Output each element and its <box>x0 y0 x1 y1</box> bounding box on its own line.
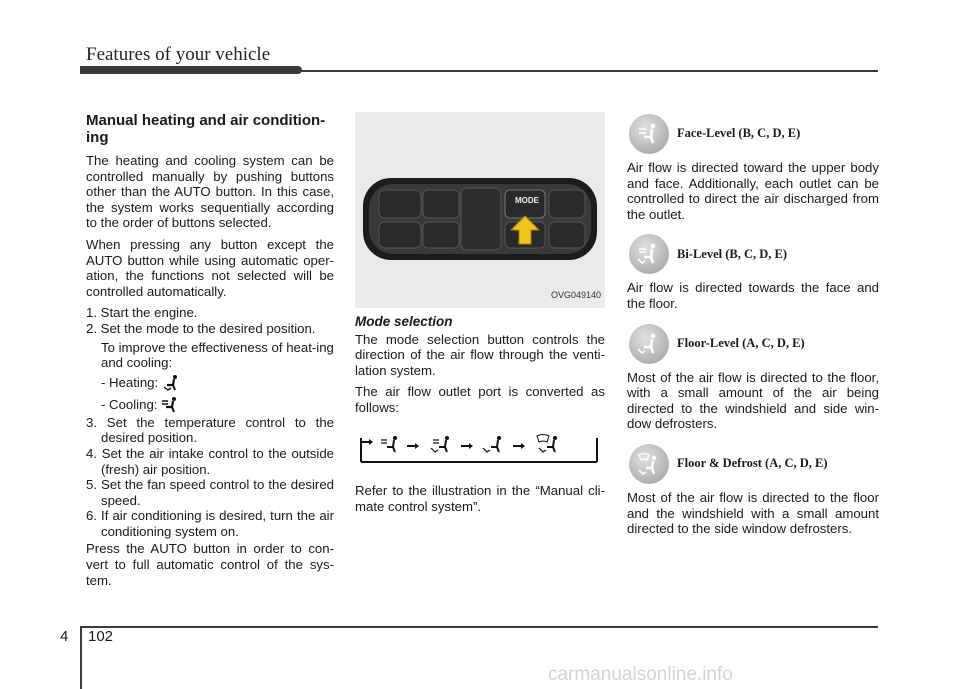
column-right <box>627 112 879 547</box>
flow-face-icon <box>381 436 397 452</box>
heating-label: - Heating: <box>101 374 159 390</box>
step-2: 2. Set the mode to the desired position. <box>86 320 316 336</box>
flow-floor-defrost-icon <box>537 434 557 452</box>
column-middle <box>355 112 605 520</box>
chapter-number: 4 <box>60 628 69 645</box>
cooling-row <box>101 395 334 415</box>
step-1: 1. Start the engine. <box>86 305 198 321</box>
mode-paragraph-3: Refer to the illustration in the “Manual cli-mate control system”. <box>355 483 605 514</box>
step-2-note: To improve the effectiveness of heat-ing and cooling: <box>101 339 334 371</box>
watermark: carmanualsonline.info <box>548 664 733 685</box>
column-left <box>86 112 334 594</box>
header-rule <box>80 70 878 72</box>
heating-row <box>101 373 334 393</box>
step-3: 3. Set the temperature control to the desired position. <box>86 414 334 446</box>
mode-selection-heading: Mode selection <box>355 314 453 329</box>
floor-defrost-icon <box>636 451 662 477</box>
flow-floor-icon <box>483 436 501 452</box>
floor-level-desc: Most of the air flow is directed to the floor, with a small amount of the air being directed to the windshield and side win-dow defrosters. <box>627 369 879 432</box>
mode-face-level <box>629 112 879 156</box>
floor-mode-icon <box>162 374 182 392</box>
face-level-label: Face-Level (B, C, D, E) <box>677 126 801 141</box>
control-panel-photo <box>355 112 605 308</box>
cooling-label: - Cooling: <box>101 396 158 412</box>
intro-paragraph-1: The heating and cooling system can be controlled manually by pushing buttons other than the AUTO button. In this case, the system works sequentially according to the order of buttons selected. <box>86 153 334 231</box>
mode-button-label: MODE <box>515 196 539 205</box>
footer-rule <box>80 626 878 628</box>
mode-sequence-diagram <box>355 430 603 470</box>
bi-level-icon <box>636 241 662 267</box>
figure-code: OVG049140 <box>550 290 601 301</box>
floor-defrost-label: Floor & Defrost (A, C, D, E) <box>677 456 828 471</box>
mode-paragraph-2: The air flow outlet port is converted as follows: <box>355 384 605 415</box>
floor-level-label: Floor-Level (A, C, D, E) <box>677 335 805 350</box>
mode-floor-level <box>629 322 879 366</box>
bi-level-label: Bi-Level (B, C, D, E) <box>677 246 788 261</box>
step-5: 5. Set the fan speed control to the desired speed. <box>86 477 334 508</box>
face-level-desc: Air flow is directed toward the upper body and face. Additionally, each outlet can be controlled to direct the air discharged from the outlet. <box>627 160 879 222</box>
face-mode-icon <box>161 396 181 414</box>
page-header-title: Features of your vehicle <box>86 44 271 65</box>
floor-level-icon <box>636 331 662 357</box>
mode-bi-level <box>629 232 879 276</box>
intro-paragraph-2: When pressing any button except the AUTO button while using automatic oper-ation, the functions not selected will be controlled automatically. <box>86 236 334 299</box>
mode-paragraph-1: The mode selection button controls the direction of the air flow through the venti-lation system. <box>355 331 605 378</box>
step-6: 6. If air conditioning is desired, turn the air conditioning system on. <box>86 508 334 539</box>
footer-divider <box>80 626 82 689</box>
section-heading: Manual heating and air condition-ing <box>86 112 326 146</box>
page-number: 102 <box>88 628 114 645</box>
floor-defrost-desc: Most of the air flow is directed to the floor and the windshield with a small amount directed to the side window defrosters. <box>627 489 879 537</box>
outro-paragraph: Press the AUTO button in order to con-vert to full automatic control of the sys-tem. <box>86 541 334 588</box>
step-4: 4. Set the air intake control to the outside (fresh) air position. <box>86 445 334 477</box>
mode-floor-defrost <box>629 442 879 486</box>
flow-bi-level-icon <box>431 436 449 452</box>
bi-level-desc: Air flow is directed towards the face and the floor. <box>627 280 879 311</box>
face-level-icon <box>636 121 662 147</box>
